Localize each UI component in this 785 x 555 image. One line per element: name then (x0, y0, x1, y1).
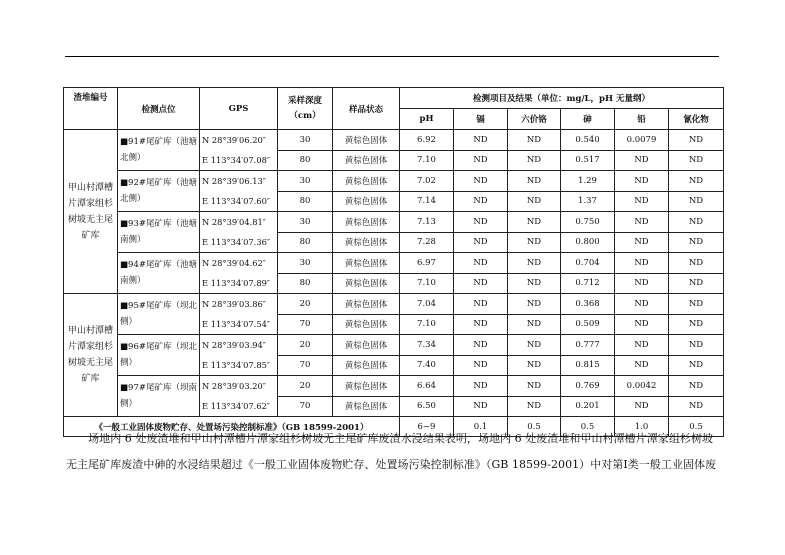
standard-label: 《一般工业固体废物贮存、处置场污染控制标准》（GB 18599-2001） (64, 417, 400, 437)
cell-cr6: ND (508, 314, 561, 335)
cell-state: 黄棕色固体 (333, 314, 400, 335)
cell-depth: 70 (278, 355, 333, 376)
col-results: 检测项目及结果（单位：mg/L，pH 无量纲） (400, 88, 724, 109)
cell-depth: 30 (278, 212, 333, 233)
cell-state: 黄棕色固体 (333, 335, 400, 356)
cell-as: 0.517 (561, 150, 615, 171)
cell-state: 黄棕色固体 (333, 376, 400, 397)
cell-cr6: ND (508, 191, 561, 212)
cell-as: 0.368 (561, 294, 615, 315)
cell-state: 黄棕色固体 (333, 212, 400, 233)
cell-as: 0.769 (561, 376, 615, 397)
cell-cn: ND (669, 294, 724, 315)
cell-state: 黄棕色固体 (333, 171, 400, 192)
cell-state: 黄棕色固体 (333, 273, 400, 294)
cell-pb: ND (615, 212, 669, 233)
cell-state: 黄棕色固体 (333, 355, 400, 376)
cell-depth: 20 (278, 335, 333, 356)
cell-depth: 30 (278, 253, 333, 274)
cell-pb: ND (615, 191, 669, 212)
cell-depth: 80 (278, 273, 333, 294)
col-depth: 采样深度（cm） (278, 88, 333, 130)
cell-depth: 80 (278, 232, 333, 253)
col-cd: 镉 (454, 109, 508, 130)
cell-pb: ND (615, 294, 669, 315)
cell-cd: ND (454, 273, 508, 294)
cell-depth: 20 (278, 376, 333, 397)
gps-east: E 113°34′07.36″ (202, 237, 270, 247)
cell-cd: ND (454, 355, 508, 376)
table-body (64, 130, 724, 417)
cell-pb: ND (615, 253, 669, 274)
cell-as: 1.29 (561, 171, 615, 192)
cell-ph: 7.28 (400, 232, 454, 253)
cell-pb: ND (615, 314, 669, 335)
table-row (64, 212, 724, 233)
cell-ph: 6.64 (400, 376, 454, 397)
point-cell: ■96#尾矿库（坝北侧） (118, 335, 200, 376)
table-row (64, 335, 724, 356)
cell-as: 0.712 (561, 273, 615, 294)
cell-ph: 7.10 (400, 273, 454, 294)
cell-cd: ND (454, 335, 508, 356)
col-pb: 铅 (615, 109, 669, 130)
point-cell: ■93#尾矿库（池塘南侧） (118, 212, 200, 253)
cell-cn: ND (669, 232, 724, 253)
cell-as: 0.815 (561, 355, 615, 376)
col-cr6: 六价铬 (508, 109, 561, 130)
cell-cd: ND (454, 212, 508, 233)
cell-cd: ND (454, 150, 508, 171)
cell-depth: 20 (278, 294, 333, 315)
cell-cd: ND (454, 396, 508, 417)
gps-east: E 113°34′07.08″ (202, 155, 270, 165)
cell-as: 1.37 (561, 191, 615, 212)
cell-cr6: ND (508, 396, 561, 417)
cell-cr6: ND (508, 335, 561, 356)
gps-north: N 28°39′04.81″ (202, 217, 266, 227)
cell-cn: ND (669, 130, 724, 151)
cell-depth: 30 (278, 130, 333, 151)
gps-north: N 28°39′03.20″ (202, 381, 266, 391)
cell-state: 黄棕色固体 (333, 253, 400, 274)
cell-cr6: ND (508, 232, 561, 253)
cell-cn: ND (669, 191, 724, 212)
cell-cr6: ND (508, 130, 561, 151)
cell-as: 0.777 (561, 335, 615, 356)
cell-cr6: ND (508, 294, 561, 315)
cell-cd: ND (454, 171, 508, 192)
table-row (64, 376, 724, 397)
cell-state: 黄棕色固体 (333, 294, 400, 315)
cell-ph: 7.14 (400, 191, 454, 212)
standard-pb: 1.0 (615, 417, 669, 437)
cell-cn: ND (669, 253, 724, 274)
cell-cr6: ND (508, 253, 561, 274)
cell-depth: 80 (278, 150, 333, 171)
cell-ph: 7.34 (400, 335, 454, 356)
gps-north: N 28°39′06.13″ (202, 176, 266, 186)
col-ph: pH (400, 109, 454, 130)
cell-cd: ND (454, 253, 508, 274)
header-rule (65, 56, 719, 57)
site-cell: 甲山村潭槽片潭家组杉树坡无主尾矿库 (64, 294, 118, 417)
point-cell: ■95#尾矿库（坝北侧） (118, 294, 200, 335)
cell-as: 0.750 (561, 212, 615, 233)
cell-cr6: ND (508, 355, 561, 376)
standard-as: 0.5 (561, 417, 615, 437)
gps-cell (200, 212, 278, 253)
standard-ph: 6~9 (400, 417, 454, 437)
cell-depth: 70 (278, 314, 333, 335)
standard-cn: 0.5 (669, 417, 724, 437)
cell-cd: ND (454, 376, 508, 397)
cell-pb: ND (615, 335, 669, 356)
cell-ph: 7.02 (400, 171, 454, 192)
standard-cd: 0.1 (454, 417, 508, 437)
cell-cn: ND (669, 212, 724, 233)
col-point: 检测点位 (118, 88, 200, 130)
gps-east: E 113°34′07.54″ (202, 319, 270, 329)
col-gps: GPS (200, 88, 278, 130)
cell-state: 黄棕色固体 (333, 396, 400, 417)
cell-depth: 70 (278, 396, 333, 417)
leaching-results-table (63, 87, 724, 437)
table-row (64, 130, 724, 151)
cell-cn: ND (669, 376, 724, 397)
paragraph-line-1: 场地内 6 处废渣堆和甲山村潭槽片潭家组杉树坡无主尾矿库废渣水浸结果表明，场地内 6 处废渣堆和甲山村潭槽片潭家组杉树坡 (66, 432, 714, 445)
cell-cn: ND (669, 335, 724, 356)
point-cell: ■92#尾矿库（池塘北侧） (118, 171, 200, 212)
standard-cr6: 0.5 (508, 417, 561, 437)
cell-state: 黄棕色固体 (333, 130, 400, 151)
site-cell: 甲山村潭槽片潭家组杉树坡无主尾矿库 (64, 130, 118, 294)
gps-cell (200, 253, 278, 294)
cell-cr6: ND (508, 212, 561, 233)
col-site: 渣堆编号 (64, 88, 118, 130)
cell-cn: ND (669, 355, 724, 376)
point-cell: ■91#尾矿库（池塘北侧） (118, 130, 200, 171)
gps-east: E 113°34′07.85″ (202, 360, 270, 370)
point-cell: ■94#尾矿库（池塘南侧） (118, 253, 200, 294)
cell-cd: ND (454, 314, 508, 335)
cell-pb: ND (615, 396, 669, 417)
cell-pb: ND (615, 150, 669, 171)
cell-ph: 7.10 (400, 314, 454, 335)
cell-cr6: ND (508, 150, 561, 171)
gps-cell (200, 335, 278, 376)
col-as: 砷 (561, 109, 615, 130)
gps-cell (200, 376, 278, 417)
cell-cn: ND (669, 150, 724, 171)
cell-ph: 7.04 (400, 294, 454, 315)
cell-ph: 7.40 (400, 355, 454, 376)
cell-ph: 6.50 (400, 396, 454, 417)
col-state: 样品状态 (333, 88, 400, 130)
cell-cr6: ND (508, 171, 561, 192)
cell-cn: ND (669, 273, 724, 294)
gps-east: E 113°34′07.60″ (202, 196, 270, 206)
gps-north: N 28°39′04.62″ (202, 258, 266, 268)
col-cn: 氰化物 (669, 109, 724, 130)
gps-east: E 113°34′07.62″ (202, 401, 270, 411)
cell-cr6: ND (508, 273, 561, 294)
point-cell: ■97#尾矿库（坝南侧） (118, 376, 200, 417)
gps-east: E 113°34′07.89″ (202, 278, 270, 288)
cell-pb: 0.0042 (615, 376, 669, 397)
table-row (64, 253, 724, 274)
cell-as: 0.509 (561, 314, 615, 335)
gps-cell (200, 294, 278, 335)
cell-ph: 7.10 (400, 150, 454, 171)
gps-cell (200, 130, 278, 171)
cell-depth: 30 (278, 171, 333, 192)
cell-state: 黄棕色固体 (333, 232, 400, 253)
gps-north: N 28°39′03.86″ (202, 299, 266, 309)
cell-ph: 6.97 (400, 253, 454, 274)
cell-cd: ND (454, 130, 508, 151)
cell-cd: ND (454, 232, 508, 253)
cell-cr6: ND (508, 376, 561, 397)
gps-cell (200, 171, 278, 212)
cell-cd: ND (454, 191, 508, 212)
cell-ph: 7.13 (400, 212, 454, 233)
cell-depth: 80 (278, 191, 333, 212)
cell-ph: 6.92 (400, 130, 454, 151)
cell-pb: ND (615, 273, 669, 294)
cell-cn: ND (669, 314, 724, 335)
cell-cn: ND (669, 396, 724, 417)
cell-state: 黄棕色固体 (333, 191, 400, 212)
gps-north: N 28°39′03.94″ (202, 340, 266, 350)
cell-pb: 0.0079 (615, 130, 669, 151)
cell-as: 0.201 (561, 396, 615, 417)
cell-state: 黄棕色固体 (333, 150, 400, 171)
cell-pb: ND (615, 171, 669, 192)
cell-cn: ND (669, 171, 724, 192)
paragraph-line-2: 无主尾矿库废渣中砷的水浸结果超过《一般工业固体废物贮存、处置场污染控制标准》（GB 18599-2001）中对第Ⅰ类一般工业固体废 (66, 458, 717, 471)
cell-pb: ND (615, 355, 669, 376)
table-row (64, 171, 724, 192)
cell-as: 0.704 (561, 253, 615, 274)
gps-north: N 28°39′06.20″ (202, 135, 266, 145)
cell-as: 0.800 (561, 232, 615, 253)
cell-pb: ND (615, 232, 669, 253)
cell-as: 0.540 (561, 130, 615, 151)
cell-cd: ND (454, 294, 508, 315)
table-row (64, 294, 724, 315)
